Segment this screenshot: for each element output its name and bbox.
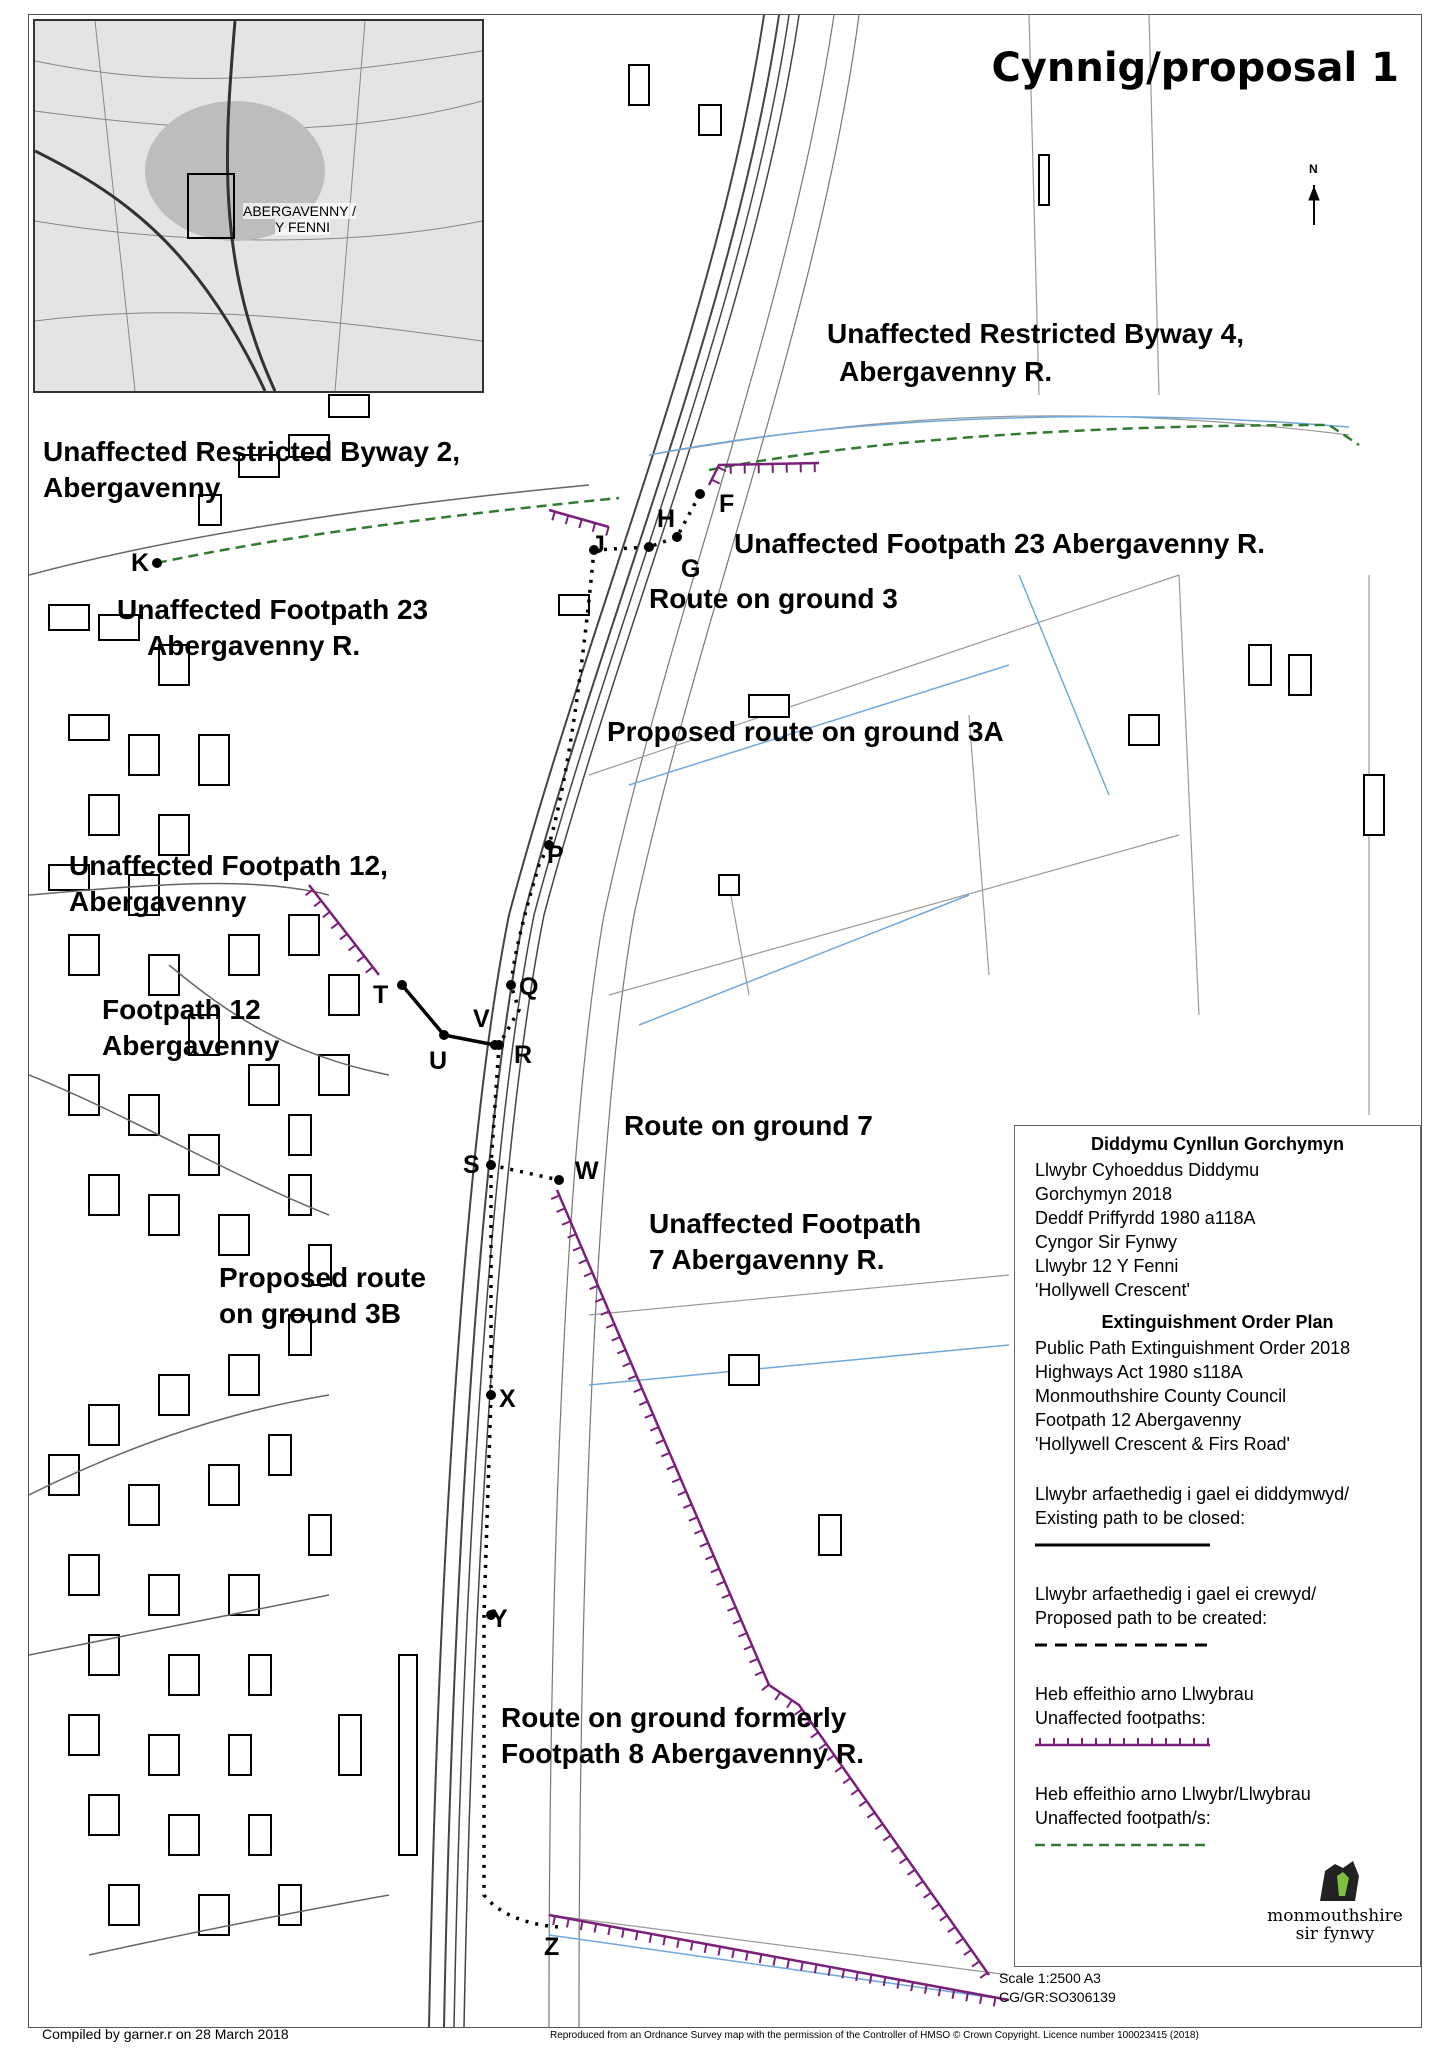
- footpath-tick: [900, 1858, 907, 1863]
- footpath-tick: [551, 1196, 559, 1200]
- point-P: P: [547, 841, 564, 869]
- footpath-tick: [639, 1401, 647, 1405]
- building: [109, 1885, 139, 1925]
- point-U: U: [429, 1047, 448, 1075]
- footpath-tick: [787, 1959, 789, 1968]
- footpath-tick: [972, 1961, 979, 1966]
- footpath-tick: [940, 1916, 947, 1921]
- legend-key-closed-b: Existing path to be closed:: [1035, 1508, 1246, 1528]
- footpath-tick: [994, 1997, 996, 2006]
- building: [69, 1715, 99, 1755]
- legend-cy-line-5: 'Hollywell Crescent': [1035, 1280, 1190, 1300]
- legend-en-line-2: Monmouthshire County Council: [1035, 1386, 1287, 1406]
- point-R: R: [514, 1041, 533, 1069]
- building: [289, 915, 319, 955]
- legend-key-footpaths: [1015, 1682, 1420, 1758]
- building: [69, 715, 109, 740]
- building: [1249, 645, 1271, 685]
- label-fp12-closed-b: Abergavenny: [102, 1030, 280, 1061]
- point-marker: [554, 1175, 564, 1185]
- footpath-tick: [606, 527, 608, 536]
- point-Q: Q: [519, 973, 539, 1001]
- compiled-by: Compiled by garner.r on 28 March 2018: [42, 2026, 289, 2042]
- footpath-tick: [750, 1659, 758, 1663]
- north-label: N: [1309, 162, 1318, 176]
- inset-town-label-2: Y FENNI: [275, 219, 330, 235]
- legend-cy-line-2: Deddf Priffyrdd 1980 a118A: [1035, 1208, 1256, 1228]
- north-arrow: [1309, 185, 1319, 225]
- footpath-tick: [705, 1556, 713, 1560]
- legend-cy-line-0: Llwybr Cyhoeddus Diddymu: [1035, 1160, 1260, 1180]
- building: [719, 875, 739, 895]
- footpath-tick: [870, 1975, 872, 1984]
- building: [309, 1515, 331, 1555]
- legend-key-footpaths-b: Unaffected footpaths:: [1035, 1708, 1206, 1728]
- footpath-tick: [562, 1221, 570, 1225]
- footpath-tick: [645, 1414, 653, 1418]
- point-marker: [506, 980, 516, 990]
- building: [169, 1655, 199, 1695]
- footpath-tick: [667, 1466, 675, 1470]
- label-fp23-right: Unaffected Footpath 23 Abergavenny R.: [734, 528, 1266, 559]
- footpath-tick: [856, 1972, 858, 1981]
- footpath-tick: [612, 1337, 620, 1341]
- footpath-tick: [891, 1847, 898, 1852]
- building: [129, 1095, 159, 1135]
- building: [269, 1435, 291, 1475]
- legend-closed-swatch: [1035, 1538, 1215, 1552]
- building: [89, 795, 119, 835]
- footpath-tick: [581, 1921, 583, 1930]
- footpath-tick: [677, 1939, 679, 1948]
- footpath-tick: [705, 1944, 707, 1953]
- footpath-tick: [815, 1964, 817, 1973]
- legend-en-lines: [1015, 1334, 1420, 1458]
- footpath-tick: [622, 1929, 624, 1938]
- point-F: F: [719, 490, 735, 518]
- point-marker: [152, 558, 162, 568]
- legend-byway-swatch: [1035, 1838, 1215, 1852]
- legend-key-proposed: [1015, 1582, 1420, 1658]
- footpath-tick: [694, 1530, 702, 1534]
- label-route7: Route on ground 7: [624, 1110, 873, 1141]
- footpath-tick: [636, 1931, 638, 1940]
- footpath-tick: [948, 1927, 955, 1932]
- footpath-tick: [584, 1273, 592, 1277]
- footpath-tick: [623, 1363, 631, 1367]
- point-G: G: [681, 555, 701, 583]
- building: [1364, 775, 1384, 835]
- footpath-tick: [744, 1646, 752, 1650]
- point-H: H: [657, 505, 676, 533]
- building: [169, 1815, 199, 1855]
- footpath-tick: [663, 1936, 665, 1945]
- footpath-tick: [727, 1607, 735, 1611]
- building: [729, 1355, 759, 1385]
- footpath-tick: [595, 1924, 597, 1933]
- point-marker: [644, 542, 654, 552]
- legend-key-proposed-a: Llwybr arfaethedig i gael ei crewyd/: [1035, 1584, 1317, 1604]
- label-byway4-a: Unaffected Restricted Byway 4,: [827, 318, 1245, 349]
- building: [229, 1355, 259, 1395]
- footpath-tick: [738, 1633, 746, 1637]
- footpath-tick: [924, 1893, 931, 1898]
- building: [289, 1175, 311, 1215]
- building: [819, 1515, 841, 1555]
- point-marker: [695, 489, 705, 499]
- legend-cy-line-3: Cyngor Sir Fynwy: [1035, 1232, 1178, 1252]
- building: [279, 1885, 301, 1925]
- label-fp7-a: Unaffected Footpath: [649, 1208, 922, 1239]
- legend-cy-lines: [1015, 1156, 1420, 1304]
- legend-key-closed: [1015, 1482, 1420, 1558]
- building: [69, 935, 99, 975]
- building: [229, 1575, 259, 1615]
- legend-key-byway-b: Unaffected footpath/s:: [1035, 1808, 1211, 1828]
- building: [49, 1455, 79, 1495]
- building: [339, 1715, 361, 1775]
- building: [329, 395, 369, 417]
- footpath-tick: [683, 1504, 691, 1508]
- legend-en-line-0: Public Path Extinguishment Order 2018: [1035, 1338, 1351, 1358]
- legend-key-byway-a: Heb effeithio arno Llwybr/Llwybrau: [1035, 1784, 1311, 1804]
- footpath-tick: [884, 1977, 886, 1986]
- building: [149, 1195, 179, 1235]
- footpath-tick: [579, 519, 581, 528]
- building: [289, 1115, 311, 1155]
- label-route3b-b: on ground 3B: [219, 1298, 401, 1329]
- building: [89, 1795, 119, 1835]
- legend-en-line-1: Highways Act 1980 s118A: [1035, 1362, 1243, 1382]
- legend-en-line-3: Footpath 12 Abergavenny: [1035, 1410, 1242, 1430]
- footpath-tick: [916, 1881, 923, 1886]
- building: [89, 1405, 119, 1445]
- footpath-tick: [722, 1594, 730, 1598]
- footpath-tick: [925, 1985, 927, 1994]
- footpath-tick: [628, 1376, 636, 1380]
- building: [49, 605, 89, 630]
- footpath-tick: [774, 1957, 776, 1966]
- legend-key-footpaths-a: Heb effeithio arno Llwybrau: [1035, 1684, 1254, 1704]
- footpath-tick: [711, 1569, 719, 1573]
- building: [329, 975, 359, 1015]
- footpath-tick: [357, 956, 364, 962]
- map-frame: [28, 14, 1422, 2028]
- footpath-tick: [573, 1247, 581, 1251]
- footpath-tick: [606, 1324, 614, 1328]
- building: [89, 1175, 119, 1215]
- building: [559, 595, 589, 615]
- footpath-tick: [859, 1801, 866, 1806]
- legend-key-byway: [1015, 1782, 1420, 1858]
- point-marker: [494, 1040, 504, 1050]
- label-fp12-b: Abergavenny: [69, 886, 247, 917]
- footpath-tick: [634, 1389, 642, 1393]
- copyright-notice: Reproduced from an Ordnance Survey map with the permission of the Controller of HMSO © Crown Copyright. Licence number 100023415 (2018): [550, 2030, 1199, 2041]
- point-marker: [397, 980, 407, 990]
- footpath-tick: [700, 1543, 708, 1547]
- legend-heading-cy: Diddymu Cynllun Gorchymyn: [1090, 1134, 1345, 1154]
- footpath-tick: [568, 1234, 576, 1238]
- building: [199, 735, 229, 785]
- footpath-tick: [349, 945, 356, 951]
- footpath-tick: [911, 1982, 913, 1991]
- grid-ref-text: CG/GR:SO306139: [999, 1989, 1116, 2005]
- logo-line1: monmouthshire: [1267, 1906, 1403, 1926]
- footpath-tick: [366, 967, 373, 973]
- inset-town-label: ABERGAVENNY /: [243, 203, 357, 219]
- point-V: V: [473, 1005, 490, 1033]
- label-fp23-left-a: Unaffected Footpath 23: [117, 594, 429, 625]
- label-fp8-a: Route on ground formerly: [501, 1702, 847, 1733]
- point-W: W: [575, 1157, 599, 1185]
- footpath-tick: [716, 1582, 724, 1586]
- footpath-tick: [314, 901, 321, 907]
- legend-footpath-swatch: [1035, 1738, 1215, 1752]
- footpath-tick: [650, 1427, 658, 1431]
- legend-cy-line-1: Gorchymyn 2018: [1035, 1184, 1173, 1204]
- label-route3: Route on ground 3: [649, 583, 898, 614]
- footpath-tick: [801, 1962, 803, 1971]
- footpath-tick: [875, 1824, 882, 1829]
- footpath-tick: [617, 1350, 625, 1354]
- footpath-tick: [672, 1479, 680, 1483]
- label-fp8-b: Footpath 8 Abergavenny R.: [501, 1738, 865, 1769]
- legend-panel: [1014, 1125, 1421, 1967]
- footpath-tick: [656, 1440, 664, 1444]
- point-X: X: [499, 1385, 516, 1413]
- building: [149, 1735, 179, 1775]
- footpath-tick: [843, 1778, 850, 1783]
- footpath-tick: [760, 1954, 762, 1963]
- point-marker: [672, 532, 682, 542]
- scale-text: Scale 1:2500 A3: [999, 1970, 1101, 1986]
- building: [129, 1485, 159, 1525]
- building: [189, 1135, 219, 1175]
- logo-line2: sir fynwy: [1295, 1924, 1375, 1944]
- label-route3b-a: Proposed route: [219, 1262, 426, 1293]
- footpath-tick: [331, 923, 338, 929]
- footpath-tick: [689, 1517, 697, 1521]
- building: [229, 935, 259, 975]
- footpath-tick: [678, 1492, 686, 1496]
- legend-proposed-swatch: [1035, 1638, 1215, 1652]
- building: [69, 1555, 99, 1595]
- footpath-tick: [552, 512, 554, 521]
- building: [1039, 155, 1049, 205]
- building: [699, 105, 721, 135]
- footpath-tick: [553, 1916, 555, 1925]
- label-byway4-b: Abergavenny R.: [839, 356, 1053, 387]
- legend-key-closed-a: Llwybr arfaethedig i gael ei diddymwyd/: [1035, 1484, 1350, 1504]
- footpath-tick: [733, 1620, 741, 1624]
- footpath-tick: [746, 1952, 748, 1961]
- building: [749, 695, 789, 717]
- footpath-tick: [956, 1938, 963, 1943]
- footpath-tick: [661, 1453, 669, 1457]
- point-Y: Y: [491, 1605, 508, 1633]
- building: [249, 1815, 271, 1855]
- footpath-tick: [908, 1870, 915, 1875]
- point-marker: [486, 1390, 496, 1400]
- building: [219, 1215, 249, 1255]
- building: [249, 1065, 279, 1105]
- building: [149, 1575, 179, 1615]
- footpath-tick: [323, 912, 330, 918]
- building: [249, 1655, 271, 1695]
- label-fp12-closed-a: Footpath 12: [102, 994, 261, 1025]
- footpath-tick: [932, 1904, 939, 1909]
- point-S: S: [463, 1151, 480, 1179]
- footpath-tick: [691, 1942, 693, 1951]
- footpath-tick: [775, 1692, 780, 1699]
- building: [89, 1635, 119, 1675]
- footpath-tick: [650, 1934, 652, 1943]
- footpath-tick: [883, 1835, 890, 1840]
- building: [1289, 655, 1311, 695]
- point-marker: [439, 1030, 449, 1040]
- label-byway2-a: Unaffected Restricted Byway 2,: [43, 436, 461, 467]
- legend-heading-en: Extinguishment Order Plan: [1101, 1312, 1334, 1332]
- footpath-tick: [718, 1947, 720, 1956]
- legend-key-proposed-b: Proposed path to be created:: [1035, 1608, 1268, 1628]
- building: [399, 1655, 417, 1855]
- legend-en-line-4: 'Hollywell Crescent & Firs Road': [1035, 1434, 1290, 1454]
- footpath-tick: [340, 934, 347, 940]
- footpath-tick: [964, 1950, 971, 1955]
- building: [229, 1735, 251, 1775]
- label-byway2-b: Abergavenny: [43, 472, 221, 503]
- footpath-tick: [712, 480, 720, 484]
- building: [129, 735, 159, 775]
- footpath-tick: [557, 1208, 565, 1212]
- legend-cy-line-4: Llwybr 12 Y Fenni: [1035, 1256, 1179, 1276]
- building: [69, 1075, 99, 1115]
- footpath-tick: [579, 1260, 587, 1264]
- building: [159, 1375, 189, 1415]
- point-Z: Z: [544, 1933, 560, 1961]
- footpath-tick: [980, 1973, 987, 1978]
- location-inset-map: [33, 19, 484, 393]
- footpath-tick: [953, 1990, 955, 1999]
- footpath-tick: [851, 1790, 858, 1795]
- map-title: Cynnig/proposal 1: [991, 45, 1399, 91]
- label-route3a: Proposed route on ground 3A: [607, 716, 1004, 747]
- building: [149, 955, 179, 995]
- footpath-tick: [566, 515, 568, 524]
- footpath-tick: [732, 1949, 734, 1958]
- label-fp23-left-b: Abergavenny R.: [147, 630, 361, 661]
- footpath-tick: [762, 1685, 769, 1691]
- building: [1129, 715, 1159, 745]
- footpath-tick: [867, 1813, 874, 1818]
- label-fp12-a: Unaffected Footpath 12,: [69, 850, 388, 881]
- label-fp7-b: 7 Abergavenny R.: [649, 1244, 885, 1275]
- council-logo-icon: [1315, 1856, 1365, 1906]
- footpath-tick: [939, 1987, 941, 1996]
- footpath-tick: [755, 1672, 763, 1676]
- footpath-tick: [897, 1980, 899, 1989]
- footpath-tick: [608, 1926, 610, 1935]
- building: [209, 1465, 239, 1505]
- footpath-tick: [567, 1919, 569, 1928]
- point-J: J: [591, 531, 605, 559]
- point-T: T: [373, 981, 389, 1009]
- building: [629, 65, 649, 105]
- point-marker: [486, 1160, 496, 1170]
- point-K: K: [131, 549, 150, 577]
